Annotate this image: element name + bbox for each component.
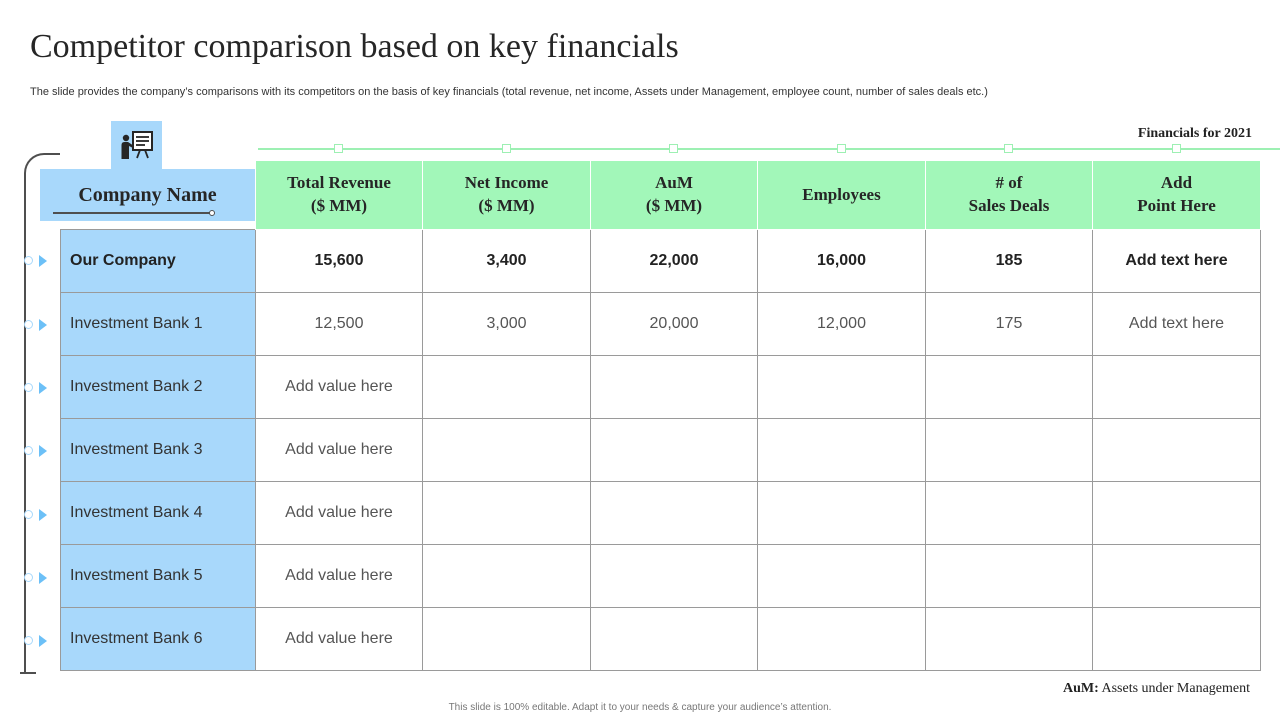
table-cell xyxy=(1093,482,1261,545)
table-row xyxy=(61,419,1261,482)
table-cell xyxy=(926,419,1093,482)
company-name-cell: Investment Bank 4 xyxy=(61,482,256,545)
table-row xyxy=(61,608,1261,671)
timeline-marker xyxy=(837,144,846,153)
header-total-revenue: Total Revenue ($ MM) xyxy=(256,161,423,230)
table-cell: 185 xyxy=(926,230,1093,293)
table-cell: Add text here xyxy=(1093,230,1261,293)
row-arrow-marker xyxy=(24,255,50,267)
financials-timeline xyxy=(258,148,1280,150)
company-header-underline xyxy=(53,212,211,214)
table-cell xyxy=(1093,545,1261,608)
table-cell: 16,000 xyxy=(758,230,926,293)
timeline-marker xyxy=(1004,144,1013,153)
company-name-cell: Investment Bank 5 xyxy=(61,545,256,608)
table-cell xyxy=(758,356,926,419)
table-cell: 175 xyxy=(926,293,1093,356)
company-name-cell: Investment Bank 3 xyxy=(61,419,256,482)
slide-footer: This slide is 100% editable. Adapt it to your needs & capture your audience’s attention. xyxy=(448,702,832,713)
company-header-dot xyxy=(209,210,215,216)
table-cell xyxy=(591,356,758,419)
row-arrow-marker xyxy=(24,635,50,647)
table-cell xyxy=(1093,608,1261,671)
slide-title: Competitor comparison based on key financials xyxy=(30,28,679,65)
table-row xyxy=(61,482,1261,545)
table-cell xyxy=(423,545,591,608)
table-row xyxy=(61,230,1261,293)
table-cell: Add value here xyxy=(256,608,423,671)
row-bracket-foot xyxy=(20,672,36,674)
table-cell: 15,600 xyxy=(256,230,423,293)
company-name-header: Company Name xyxy=(40,169,255,221)
table-cell: 3,000 xyxy=(423,293,591,356)
table-row xyxy=(61,545,1261,608)
table-cell xyxy=(926,482,1093,545)
table-cell: 12,500 xyxy=(256,293,423,356)
row-arrow-marker xyxy=(24,572,50,584)
table-row xyxy=(61,293,1261,356)
company-name-cell: Our Company xyxy=(61,230,256,293)
table-cell xyxy=(591,482,758,545)
header-employees: Employees xyxy=(758,161,926,230)
table-cell: Add value here xyxy=(256,482,423,545)
company-name-cell: Investment Bank 6 xyxy=(61,608,256,671)
table-cell: 20,000 xyxy=(591,293,758,356)
table-cell: Add value here xyxy=(256,545,423,608)
table-cell: Add text here xyxy=(1093,293,1261,356)
table-cell xyxy=(758,608,926,671)
header-sales-deals: # of Sales Deals xyxy=(926,161,1093,230)
row-bracket-line xyxy=(24,153,60,673)
table-cell xyxy=(591,419,758,482)
table-cell xyxy=(758,545,926,608)
row-arrow-marker xyxy=(24,445,50,457)
table-cell xyxy=(591,545,758,608)
table-row xyxy=(61,356,1261,419)
table-cell xyxy=(423,356,591,419)
slide-subtitle: The slide provides the company’s comparisons with its competitors on the basis of key financials (total revenue, net income, Assets under Management, employee count, number of sales deals etc.) xyxy=(30,86,988,98)
timeline-marker xyxy=(669,144,678,153)
table-cell xyxy=(758,482,926,545)
table-cell xyxy=(423,419,591,482)
presentation-board-icon xyxy=(111,121,162,169)
table-cell xyxy=(1093,356,1261,419)
financials-table xyxy=(60,160,1261,671)
table-cell xyxy=(926,608,1093,671)
table-cell xyxy=(1093,419,1261,482)
aum-footnote: AuM: Assets under Management xyxy=(1062,681,1250,696)
table-cell xyxy=(926,356,1093,419)
timeline-marker xyxy=(334,144,343,153)
header-net-income: Net Income ($ MM) xyxy=(423,161,591,230)
row-arrow-marker xyxy=(24,319,50,331)
table-cell xyxy=(423,482,591,545)
table-cell xyxy=(758,419,926,482)
table-cell: 12,000 xyxy=(758,293,926,356)
timeline-marker xyxy=(502,144,511,153)
row-arrow-marker xyxy=(24,509,50,521)
company-name-cell: Investment Bank 1 xyxy=(61,293,256,356)
table-cell xyxy=(591,608,758,671)
row-arrow-marker xyxy=(24,382,50,394)
company-name-cell: Investment Bank 2 xyxy=(61,356,256,419)
table-cell: Add value here xyxy=(256,356,423,419)
financials-year-label: Financials for 2021 xyxy=(1137,126,1252,141)
table-cell: 22,000 xyxy=(591,230,758,293)
timeline-marker xyxy=(1172,144,1181,153)
table-cell xyxy=(423,608,591,671)
header-aum: AuM ($ MM) xyxy=(591,161,758,230)
table-cell: 3,400 xyxy=(423,230,591,293)
table-cell xyxy=(926,545,1093,608)
header-add-point: Add Point Here xyxy=(1093,161,1261,230)
table-cell: Add value here xyxy=(256,419,423,482)
